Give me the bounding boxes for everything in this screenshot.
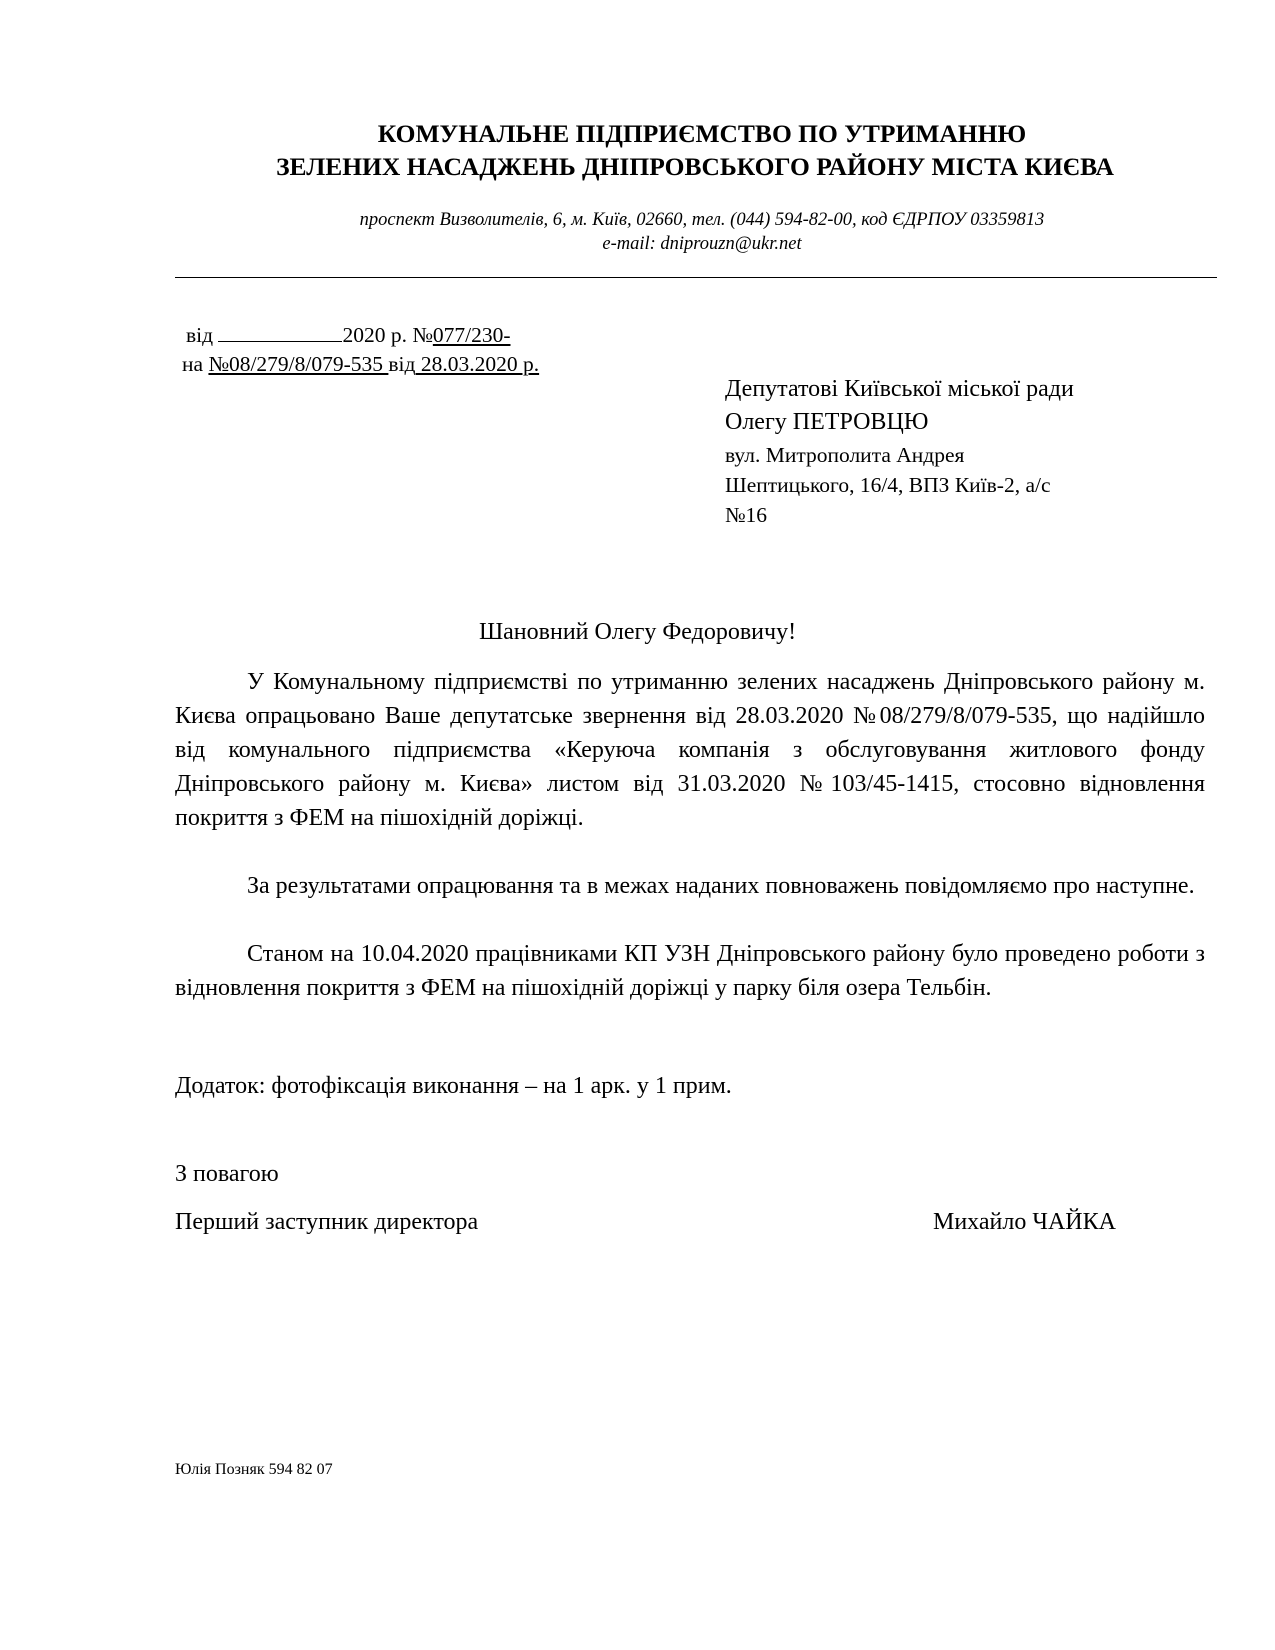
organization-name-line2: ЗЕЛЕНИХ НАСАДЖЕНЬ ДНІПРОВСЬКОГО РАЙОНУ МІСТА КИЄВА — [276, 152, 1114, 181]
reply-label: на — [182, 352, 209, 376]
organization-name-line1: КОМУНАЛЬНЕ ПІДПРИЄМСТВО ПО УТРИМАННЮ — [377, 119, 1027, 148]
executor-contact: Юлія Позняк 594 82 07 — [175, 1461, 333, 1478]
header-divider — [175, 277, 1217, 278]
body-paragraph: У Комунальному підприємстві по утриманню зелених насаджень Дніпровського району м. Києва опрацьовано Ваше депутатське звернення від 28.03.2020 №08/279/8/079-535, що надійшло від комунального підприємства «Керуюча компанія з обслуговування житлового фонду Дніпровського району м. Києва» листом від 31.03.2020 №103/45-1415, стосовно відновлення покриття з ФЕМ на пішохідній доріжці. — [175, 669, 1205, 831]
body-paragraph: Станом на 10.04.2020 працівниками КП УЗН Дніпровського району було проведено роботи з відновлення покриття з ФЕМ на пішохідній доріжці у парку біля озера Тельбін. — [175, 941, 1205, 1001]
incoming-date-label: від — [388, 352, 416, 376]
signer-name: Михайло ЧАЙКА — [933, 1209, 1116, 1235]
incoming-number: №08/279/8/079-535 — [208, 352, 389, 376]
outgoing-reference — [186, 321, 510, 349]
signer-position: Перший заступник директора — [175, 1209, 479, 1235]
recipient-address-line3: №16 — [725, 503, 768, 527]
recipient-title: Депутатові Київської міської ради — [725, 376, 1074, 402]
outgoing-number: 077/230- — [432, 323, 511, 347]
closing-phrase: З повагою — [175, 1161, 279, 1187]
incoming-reference — [182, 350, 539, 378]
incoming-date: 28.03.2020 р. — [415, 352, 540, 376]
salutation: Шановний Олегу Федоровичу! — [478, 619, 797, 645]
attachment-note: Додаток: фотофіксація виконання – на 1 арк. у 1 прим. — [175, 1073, 732, 1099]
year-label: 2020 р. № — [342, 323, 433, 347]
recipient-address-line1: вул. Митрополита Андрея — [725, 443, 965, 467]
date-blank — [218, 321, 342, 342]
body-paragraph: За результатами опрацювання та в межах наданих повноважень повідомляємо про наступне. — [247, 873, 1195, 899]
recipient-address-line2: Шептицького, 16/4, ВПЗ Київ-2, а/с — [725, 473, 1051, 497]
organization-email: e-mail: dniprouzn@ukr.net — [602, 234, 802, 254]
from-label: від — [186, 323, 219, 347]
organization-address: проспект Визволителів, 6, м. Київ, 02660, тел. (044) 594-82-00, код ЄДРПОУ 03359813 — [359, 210, 1045, 230]
recipient-name: Олегу ПЕТРОВЦЮ — [725, 409, 929, 435]
